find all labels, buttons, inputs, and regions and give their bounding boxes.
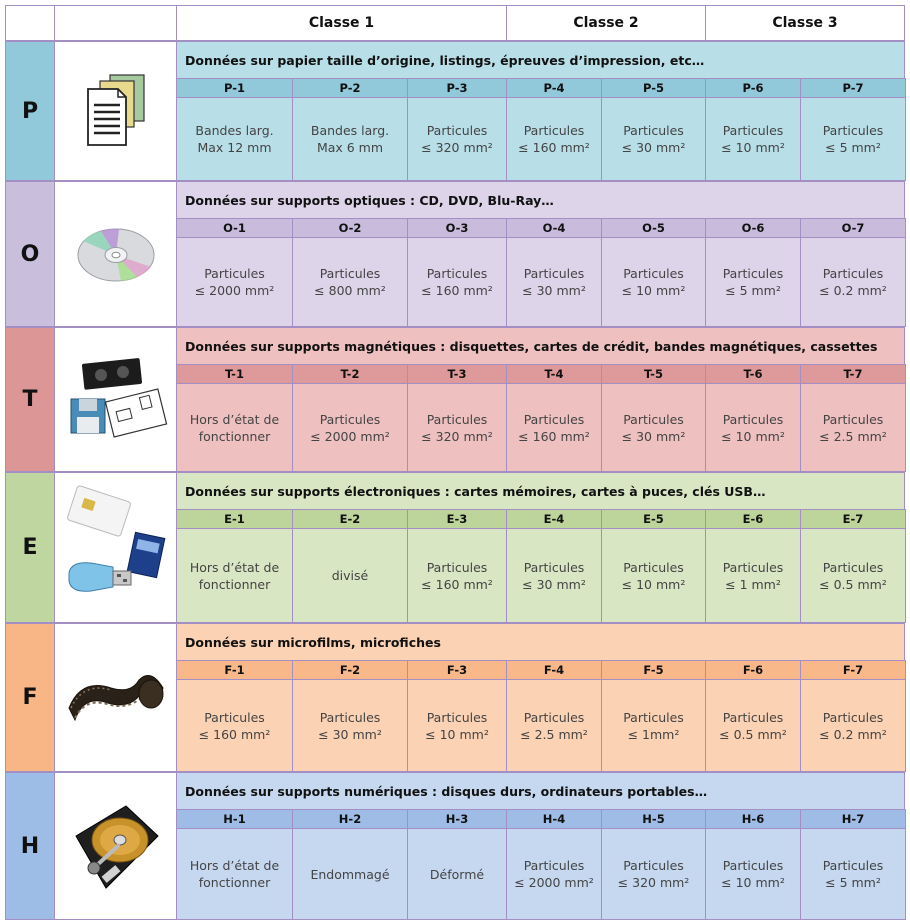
- level-value-t-4: [506, 383, 602, 472]
- level-value-p-2: [292, 97, 408, 181]
- category-letter-p: P: [5, 41, 55, 181]
- level-code-p-4: P-4: [506, 78, 602, 98]
- level-value-o-6: [705, 237, 801, 327]
- level-value-line1: Particules: [822, 709, 884, 725]
- level-code-f-1: F-1: [176, 660, 293, 680]
- level-value-e-6: [705, 528, 801, 623]
- level-value-line2: ≤ 2.5 mm²: [819, 428, 887, 444]
- level-value-line1: divisé: [331, 568, 369, 583]
- level-value-line2: ≤ 10 mm²: [721, 875, 785, 890]
- category-image-o: [54, 181, 177, 327]
- magnetic-media-icon: [61, 355, 171, 445]
- category-letter-f: F: [5, 623, 55, 772]
- level-value-e-4: [506, 528, 602, 623]
- level-code-o-5: O-5: [601, 218, 706, 238]
- level-value-h-7: [800, 828, 906, 920]
- level-value-line1: Particules: [623, 559, 684, 575]
- level-code-p-1: P-1: [176, 78, 293, 98]
- level-code-p-3: P-3: [407, 78, 507, 98]
- level-value-t-6: [705, 383, 801, 472]
- level-value-line1: Particules: [722, 709, 784, 725]
- optical-disc-icon: [71, 219, 161, 289]
- level-value-line2: ≤ 5 mm²: [825, 140, 881, 155]
- level-value-line2: ≤ 160 mm²: [421, 283, 493, 298]
- level-value-line2: ≤ 2.5 mm²: [520, 726, 588, 742]
- level-value-line1: Déformé: [429, 866, 485, 882]
- level-value-p-7: [800, 97, 906, 181]
- category-image-h: [54, 772, 177, 920]
- level-value-line1: Particules: [722, 266, 784, 281]
- level-value-t-5: [601, 383, 706, 472]
- level-code-p-6: P-6: [705, 78, 801, 98]
- level-value-f-4: [506, 679, 602, 772]
- header-classe-3: Classe 3: [705, 5, 905, 41]
- level-code-f-6: F-6: [705, 660, 801, 680]
- level-code-o-1: O-1: [176, 218, 293, 238]
- level-value-line1: Particules: [623, 858, 684, 873]
- category-image-p: [54, 41, 177, 181]
- level-value-p-6: [705, 97, 801, 181]
- category-title-h: Données sur supports numériques : disques durs, ordinateurs portables…: [176, 772, 905, 810]
- level-value-p-4: [506, 97, 602, 181]
- level-value-line1: Particules: [426, 123, 488, 138]
- category-letter-o: O: [5, 181, 55, 327]
- level-value-line1: Particules: [623, 123, 684, 138]
- level-value-line2: fonctionner: [198, 428, 271, 444]
- level-value-line2: ≤ 0.2 mm²: [819, 283, 887, 298]
- level-code-h-6: H-6: [705, 809, 801, 829]
- level-value-line1: Particules: [204, 266, 265, 281]
- level-code-t-7: T-7: [800, 364, 906, 384]
- level-code-t-1: T-1: [176, 364, 293, 384]
- level-value-line1: Particules: [523, 266, 585, 281]
- level-value-line2: ≤ 1mm²: [627, 726, 680, 742]
- level-value-o-1: [176, 237, 293, 327]
- category-image-t: [54, 327, 177, 472]
- level-value-e-5: [601, 528, 706, 623]
- level-code-e-3: E-3: [407, 509, 507, 529]
- level-value-f-7: [800, 679, 906, 772]
- level-value-line2: ≤ 30 mm²: [621, 140, 686, 155]
- level-value-t-2: [292, 383, 408, 472]
- electronic-media-icon: [61, 483, 171, 613]
- level-code-t-5: T-5: [601, 364, 706, 384]
- level-value-o-4: [506, 237, 602, 327]
- level-value-line1: Particules: [822, 858, 884, 873]
- level-value-line2: ≤ 320 mm²: [421, 428, 493, 444]
- level-value-line2: Max 6 mm: [316, 140, 384, 155]
- level-value-line1: Particules: [426, 559, 488, 575]
- level-code-f-4: F-4: [506, 660, 602, 680]
- level-value-e-7: [800, 528, 906, 623]
- level-code-p-2: P-2: [292, 78, 408, 98]
- level-value-line2: ≤ 30 mm²: [522, 283, 586, 298]
- header-corner-letter: [5, 5, 55, 41]
- level-value-line1: Particules: [523, 123, 585, 138]
- level-value-line1: Particules: [623, 411, 684, 427]
- level-value-o-7: [800, 237, 906, 327]
- level-value-h-2: [292, 828, 408, 920]
- level-value-h-4: [506, 828, 602, 920]
- level-value-line2: ≤ 2000 mm²: [194, 283, 275, 298]
- level-code-o-6: O-6: [705, 218, 801, 238]
- level-value-e-2: [292, 528, 408, 623]
- level-value-line2: ≤ 10 mm²: [721, 140, 785, 155]
- level-value-line2: ≤ 2000 mm²: [310, 428, 390, 444]
- level-value-line2: ≤ 30 mm²: [522, 576, 586, 592]
- level-value-line1: Hors d’état de: [189, 858, 280, 873]
- level-value-f-6: [705, 679, 801, 772]
- level-code-p-5: P-5: [601, 78, 706, 98]
- level-code-f-2: F-2: [292, 660, 408, 680]
- level-value-o-2: [292, 237, 408, 327]
- header-corner-image: [54, 5, 177, 41]
- level-value-f-1: [176, 679, 293, 772]
- level-value-o-3: [407, 237, 507, 327]
- paper-documents-icon: [76, 71, 156, 151]
- level-code-e-5: E-5: [601, 509, 706, 529]
- level-code-o-3: O-3: [407, 218, 507, 238]
- level-code-e-4: E-4: [506, 509, 602, 529]
- level-value-line2: ≤ 5 mm²: [825, 875, 881, 890]
- level-value-line1: Particules: [319, 411, 381, 427]
- category-letter-t: T: [5, 327, 55, 472]
- level-code-h-3: H-3: [407, 809, 507, 829]
- level-value-f-2: [292, 679, 408, 772]
- level-value-p-1: [176, 97, 293, 181]
- level-code-e-6: E-6: [705, 509, 801, 529]
- level-code-h-7: H-7: [800, 809, 906, 829]
- level-value-t-1: [176, 383, 293, 472]
- level-code-o-2: O-2: [292, 218, 408, 238]
- level-value-line1: Bandes larg.: [310, 123, 390, 138]
- level-value-line1: Particules: [722, 559, 784, 575]
- level-value-line2: ≤ 30 mm²: [621, 428, 686, 444]
- level-code-t-2: T-2: [292, 364, 408, 384]
- level-value-line2: ≤ 5 mm²: [725, 283, 781, 298]
- level-code-o-7: O-7: [800, 218, 906, 238]
- level-code-o-4: O-4: [506, 218, 602, 238]
- level-value-t-7: [800, 383, 906, 472]
- level-value-line2: ≤ 10 mm²: [721, 428, 785, 444]
- level-value-line1: Endommagé: [310, 866, 390, 882]
- category-letter-h: H: [5, 772, 55, 920]
- category-image-f: [54, 623, 177, 772]
- level-value-line2: ≤ 320 mm²: [421, 140, 493, 155]
- level-value-p-5: [601, 97, 706, 181]
- level-value-line1: Particules: [623, 709, 684, 725]
- level-value-line2: ≤ 30 mm²: [318, 726, 382, 742]
- level-value-line1: Particules: [722, 123, 784, 138]
- level-value-line2: ≤ 2000 mm²: [514, 875, 594, 890]
- level-value-f-5: [601, 679, 706, 772]
- level-value-line1: Particules: [426, 266, 488, 281]
- category-image-e: [54, 472, 177, 623]
- level-value-line2: ≤ 0.2 mm²: [819, 726, 887, 742]
- level-code-f-5: F-5: [601, 660, 706, 680]
- level-value-line1: Hors d’état de: [189, 411, 280, 427]
- level-value-p-3: [407, 97, 507, 181]
- level-value-h-1: [176, 828, 293, 920]
- level-value-line1: Particules: [319, 709, 381, 725]
- level-value-line1: Particules: [523, 411, 585, 427]
- level-code-t-6: T-6: [705, 364, 801, 384]
- level-value-line2: ≤ 10 mm²: [621, 283, 686, 298]
- level-value-line2: fonctionner: [198, 875, 271, 890]
- level-value-line2: Max 12 mm: [197, 140, 272, 155]
- level-code-e-1: E-1: [176, 509, 293, 529]
- level-code-h-4: H-4: [506, 809, 602, 829]
- level-value-line1: Particules: [822, 123, 884, 138]
- level-value-line1: Particules: [523, 559, 585, 575]
- level-value-line2: ≤ 0.5 mm²: [819, 576, 887, 592]
- category-title-e: Données sur supports électroniques : cartes mémoires, cartes à puces, clés USB…: [176, 472, 905, 510]
- level-value-line2: ≤ 320 mm²: [617, 875, 690, 890]
- hard-disk-icon: [66, 796, 166, 896]
- level-code-e-7: E-7: [800, 509, 906, 529]
- header-classe-2: Classe 2: [506, 5, 706, 41]
- level-code-t-3: T-3: [407, 364, 507, 384]
- level-code-h-2: H-2: [292, 809, 408, 829]
- microfilm-icon: [61, 658, 171, 738]
- level-value-e-3: [407, 528, 507, 623]
- level-value-line2: fonctionner: [198, 576, 271, 592]
- level-code-h-5: H-5: [601, 809, 706, 829]
- level-value-line1: Bandes larg.: [195, 123, 274, 138]
- level-value-line1: Particules: [426, 709, 488, 725]
- level-value-line1: Particules: [822, 559, 884, 575]
- level-value-line2: ≤ 160 mm²: [518, 140, 590, 155]
- header-classe-1: Classe 1: [176, 5, 507, 41]
- level-value-line1: Particules: [523, 709, 585, 725]
- level-value-line1: Particules: [523, 858, 585, 873]
- level-value-line2: ≤ 10 mm²: [621, 576, 686, 592]
- level-value-line1: Particules: [822, 266, 884, 281]
- level-value-line1: Particules: [623, 266, 684, 281]
- category-letter-e: E: [5, 472, 55, 623]
- level-value-h-5: [601, 828, 706, 920]
- level-value-line1: Particules: [822, 411, 884, 427]
- level-value-line1: Particules: [426, 411, 488, 427]
- level-value-e-1: [176, 528, 293, 623]
- level-code-p-7: P-7: [800, 78, 906, 98]
- level-value-line2: ≤ 0.5 mm²: [719, 726, 787, 742]
- level-value-line2: ≤ 800 mm²: [314, 283, 386, 298]
- level-value-o-5: [601, 237, 706, 327]
- level-value-line2: ≤ 160 mm²: [421, 576, 493, 592]
- level-code-f-3: F-3: [407, 660, 507, 680]
- level-value-t-3: [407, 383, 507, 472]
- level-value-line1: Particules: [722, 411, 784, 427]
- level-value-line2: ≤ 160 mm²: [198, 726, 271, 742]
- level-value-line1: Hors d’état de: [189, 559, 280, 575]
- level-code-e-2: E-2: [292, 509, 408, 529]
- level-value-line2: ≤ 10 mm²: [425, 726, 489, 742]
- level-value-line1: Particules: [204, 709, 265, 725]
- level-code-h-1: H-1: [176, 809, 293, 829]
- level-value-h-3: [407, 828, 507, 920]
- level-value-line1: Particules: [722, 858, 784, 873]
- category-title-t: Données sur supports magnétiques : disquettes, cartes de crédit, bandes magnétiques, cassettes: [176, 327, 905, 365]
- level-value-line1: Particules: [319, 266, 381, 281]
- category-title-p: Données sur papier taille d’origine, listings, épreuves d’impression, etc…: [176, 41, 905, 79]
- level-value-line2: ≤ 160 mm²: [518, 428, 590, 444]
- level-code-t-4: T-4: [506, 364, 602, 384]
- level-value-h-6: [705, 828, 801, 920]
- category-title-f: Données sur microfilms, microfiches: [176, 623, 905, 661]
- category-title-o: Données sur supports optiques : CD, DVD, Blu-Ray…: [176, 181, 905, 219]
- level-value-line2: ≤ 1 mm²: [725, 576, 781, 592]
- level-value-f-3: [407, 679, 507, 772]
- level-code-f-7: F-7: [800, 660, 906, 680]
